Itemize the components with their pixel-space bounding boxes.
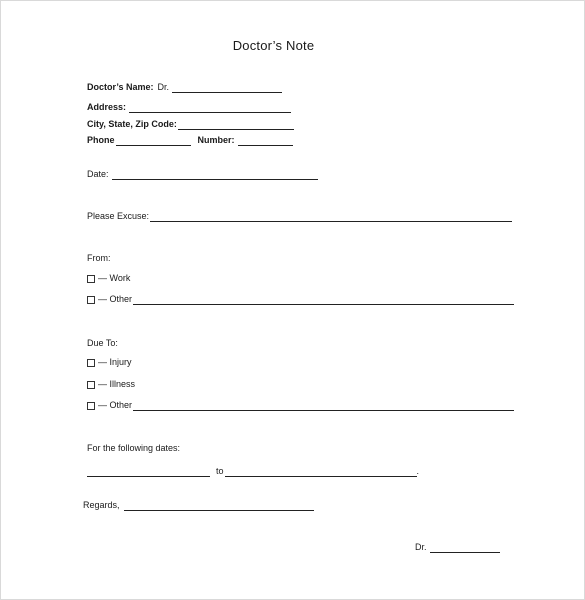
- due-to-option-injury: [87, 357, 132, 368]
- start-date-field[interactable]: [87, 467, 210, 477]
- injury-option-label: — Injury: [98, 357, 132, 367]
- due-other-option-label: — Other: [98, 400, 133, 410]
- date-field[interactable]: [112, 170, 318, 180]
- city-state-zip-field[interactable]: [178, 120, 294, 130]
- work-checkbox[interactable]: [87, 275, 95, 283]
- signature-row: [415, 542, 500, 553]
- from-other-checkbox[interactable]: [87, 296, 95, 304]
- excuse-field[interactable]: [150, 212, 512, 222]
- address-row: [87, 102, 291, 113]
- city-state-zip-label: City, State, Zip Code:: [87, 119, 177, 129]
- from-other-option-label: — Other: [98, 294, 133, 304]
- excuse-label: Please Excuse:: [87, 211, 150, 221]
- from-option-work: [87, 273, 130, 284]
- illness-option-label: — Illness: [98, 379, 136, 389]
- doctor-name-label: Doctor’s Name:: [87, 82, 154, 92]
- doctor-name-field[interactable]: [172, 83, 282, 93]
- phone-number-row: [87, 135, 293, 146]
- address-label: Address:: [87, 102, 127, 112]
- dates-trailing-mark: .: [416, 466, 420, 476]
- work-option-label: — Work: [98, 273, 131, 283]
- regards-field[interactable]: [124, 501, 314, 511]
- from-other-field[interactable]: [133, 295, 514, 305]
- phone-field[interactable]: [116, 136, 191, 146]
- due-to-option-illness: [87, 379, 135, 390]
- city-state-zip-row: [87, 119, 294, 130]
- from-label: From:: [87, 253, 111, 263]
- to-label: to: [216, 466, 224, 476]
- due-to-option-other: [87, 400, 514, 411]
- excuse-row: [87, 211, 512, 222]
- signature-field[interactable]: [430, 543, 500, 553]
- regards-row: [83, 500, 314, 511]
- phone-label: Phone: [87, 135, 115, 145]
- due-to-heading: [87, 338, 118, 349]
- due-other-field[interactable]: [133, 401, 514, 411]
- regards-label: Regards,: [83, 500, 120, 510]
- page-title: Doctor’s Note: [232, 38, 315, 53]
- doctor-name-row: [87, 82, 282, 93]
- dates-heading: [87, 443, 180, 454]
- number-label: Number:: [197, 135, 235, 145]
- signature-prefix: Dr.: [415, 542, 427, 552]
- date-row: [87, 169, 318, 180]
- injury-checkbox[interactable]: [87, 359, 95, 367]
- date-label: Date:: [87, 169, 109, 179]
- doctor-name-prefix: Dr.: [157, 82, 170, 92]
- address-field[interactable]: [129, 103, 291, 113]
- end-date-field[interactable]: [225, 467, 417, 477]
- from-option-other: [87, 294, 514, 305]
- due-other-checkbox[interactable]: [87, 402, 95, 410]
- illness-checkbox[interactable]: [87, 381, 95, 389]
- dates-range-row: [87, 466, 419, 477]
- number-field[interactable]: [238, 136, 293, 146]
- dates-label: For the following dates:: [87, 443, 181, 453]
- due-to-label: Due To:: [87, 338, 118, 348]
- from-heading: [87, 253, 111, 264]
